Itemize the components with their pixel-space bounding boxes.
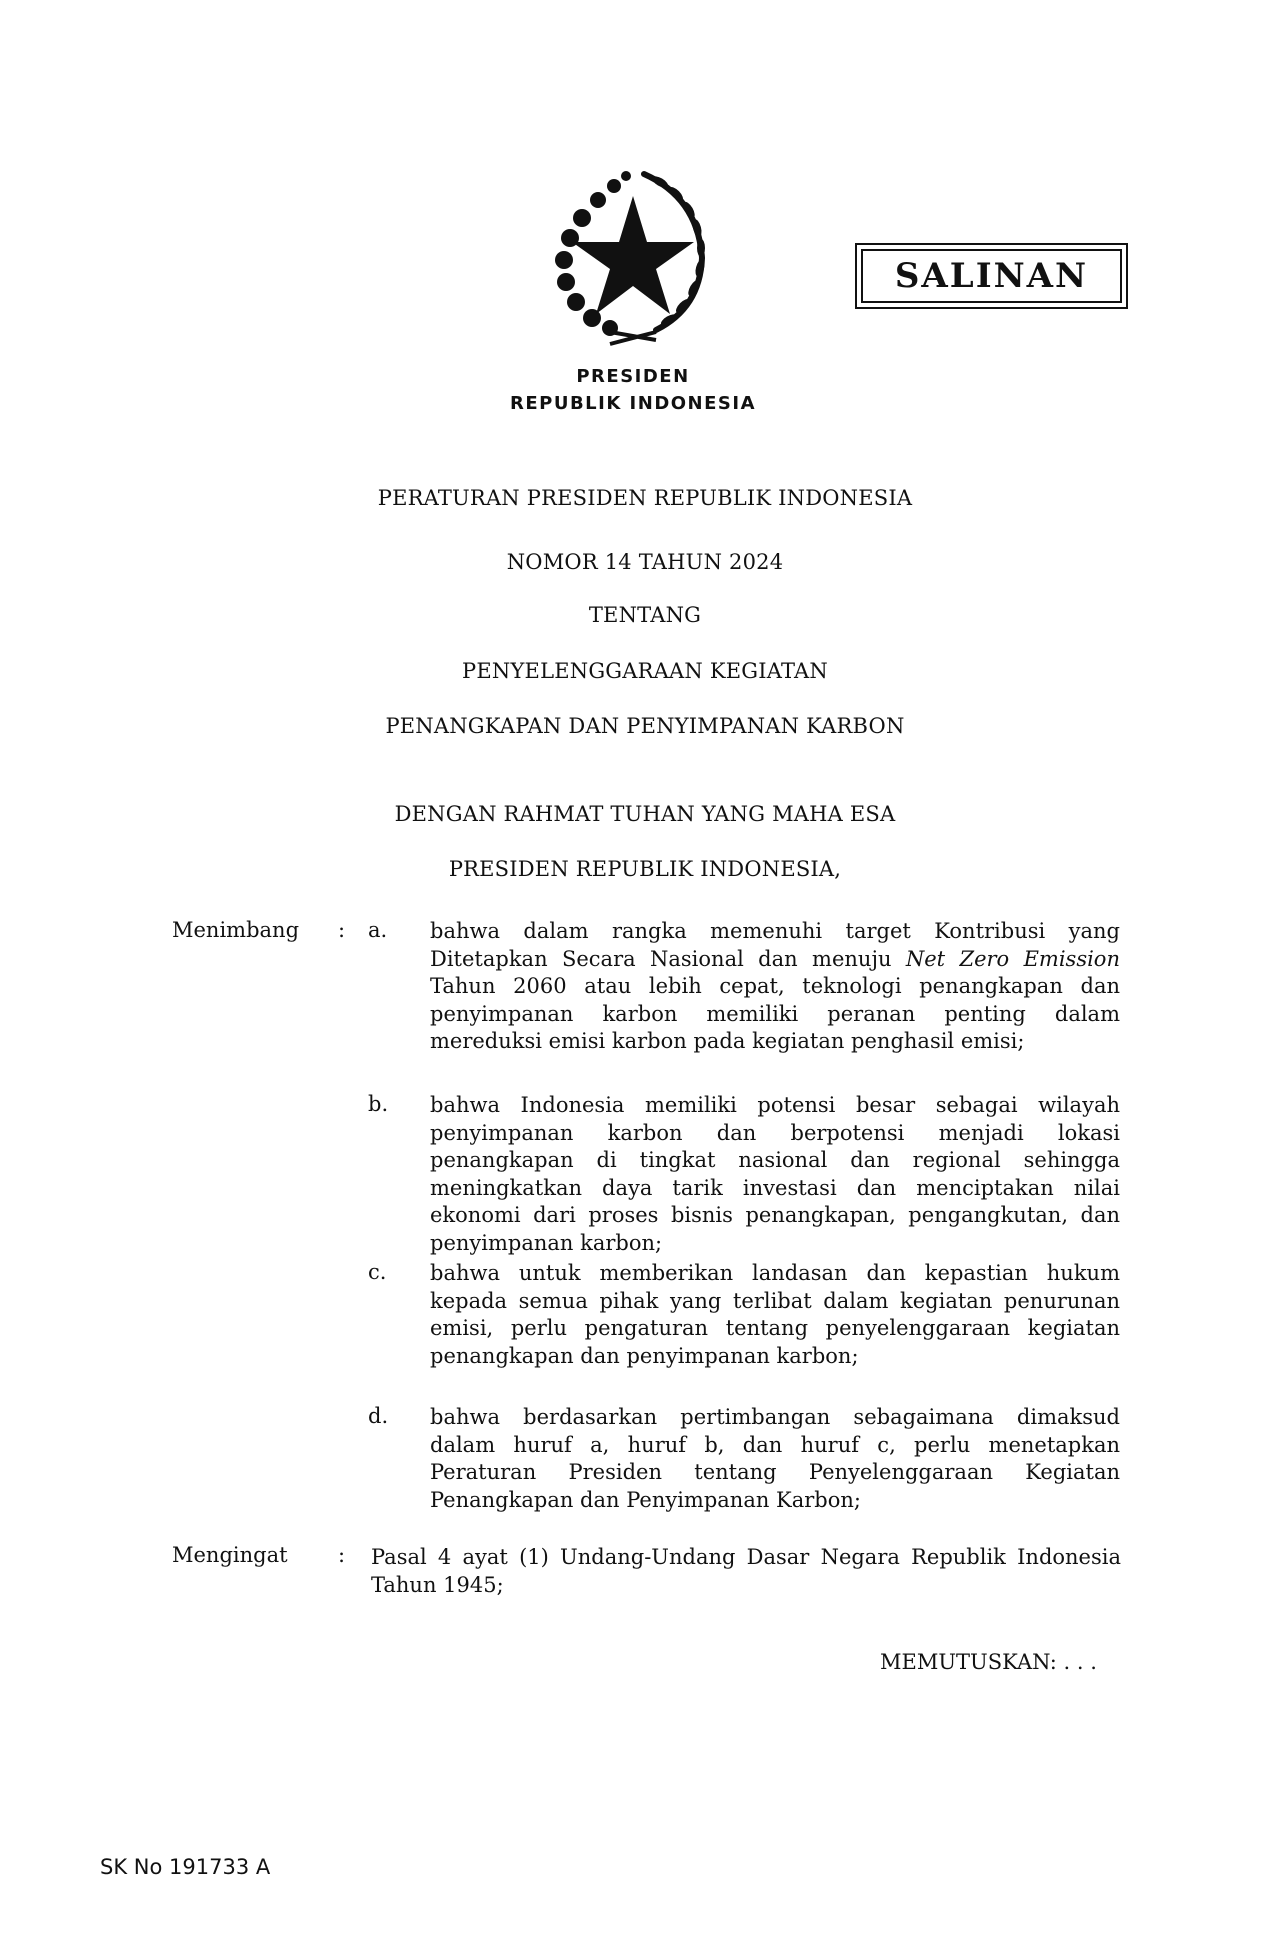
- italic-term: Net Zero Emission: [905, 946, 1120, 971]
- title-line-rahmat: DENGAN RAHMAT TUHAN YANG MAHA ESA: [394, 802, 896, 826]
- title-line-nomor: NOMOR 14 TAHUN 2024: [506, 550, 784, 574]
- menimbang-item-letter-a: a.: [368, 918, 388, 942]
- mengingat-colon: :: [338, 1543, 346, 1567]
- menimbang-item-letter-b: b.: [368, 1092, 389, 1116]
- footer-sk-number: SK No 191733 A: [100, 1855, 271, 1879]
- mengingat-label: Mengingat: [172, 1543, 288, 1567]
- menimbang-colon: :: [338, 918, 346, 942]
- menimbang-item-text-d: bahwa berdasarkan pertimbangan sebagaimana dimaksud dalam huruf a, huruf b, dan huruf c, perlu menetapkan Peraturan Presiden tentang Penyelenggaraan Kegiatan Penangkapan dan Penyimpanan Karbon;: [430, 1405, 1120, 1512]
- title-line-peraturan: PERATURAN PRESIDEN REPUBLIK INDONESIA: [377, 486, 913, 510]
- menimbang-item-text-a: bahwa dalam rangka memenuhi target Kontribusi yang Ditetapkan Secara Nasional dan menuju Net Zero Emission Tahun 2060 atau lebih cepat, teknologi penangkapan dan penyimpanan karbon memiliki peranan penting dalam mereduksi emisi karbon pada kegiatan penghasil emisi;: [430, 919, 1120, 1053]
- emblem-caption-republik: REPUBLIK INDONESIA: [509, 393, 757, 414]
- menimbang-label: Menimbang: [172, 918, 300, 942]
- menimbang-item-text-c: bahwa untuk memberikan landasan dan kepastian hukum kepada semua pihak yang terlibat dalam kegiatan penurunan emisi, perlu pengaturan tentang penyelenggaraan kegiatan penangkapan dan penyimpanan karbon;: [430, 1261, 1120, 1368]
- salinan-stamp-text: SALINAN: [861, 249, 1122, 303]
- garuda-star-emblem-icon: [548, 168, 718, 346]
- salinan-stamp: [855, 243, 1128, 309]
- continuation-memutuskan: MEMUTUSKAN: . . .: [880, 1650, 1097, 1674]
- title-line-penyelenggaraan: PENYELENGGARAAN KEGIATAN: [462, 659, 828, 683]
- mengingat-text: Pasal 4 ayat (1) Undang-Undang Dasar Negara Republik Indonesia Tahun 1945;: [371, 1545, 1121, 1597]
- emblem-caption-presiden: PRESIDEN: [576, 366, 690, 387]
- title-line-penangkapan: PENANGKAPAN DAN PENYIMPANAN KARBON: [385, 714, 905, 738]
- title-line-presiden: PRESIDEN REPUBLIK INDONESIA,: [448, 857, 842, 881]
- menimbang-item-letter-c: c.: [368, 1260, 387, 1284]
- menimbang-item-text-b: bahwa Indonesia memiliki potensi besar sebagai wilayah penyimpanan karbon dan berpotensi menjadi lokasi penangkapan di tingkat nasional dan regional sehingga meningkatkan daya tarik investasi dan menciptakan nilai ekonomi dari proses bisnis penangkapan, pengangkutan, dan penyimpanan karbon;: [430, 1093, 1120, 1255]
- title-line-tentang: TENTANG: [588, 603, 702, 627]
- menimbang-item-letter-d: d.: [368, 1404, 389, 1428]
